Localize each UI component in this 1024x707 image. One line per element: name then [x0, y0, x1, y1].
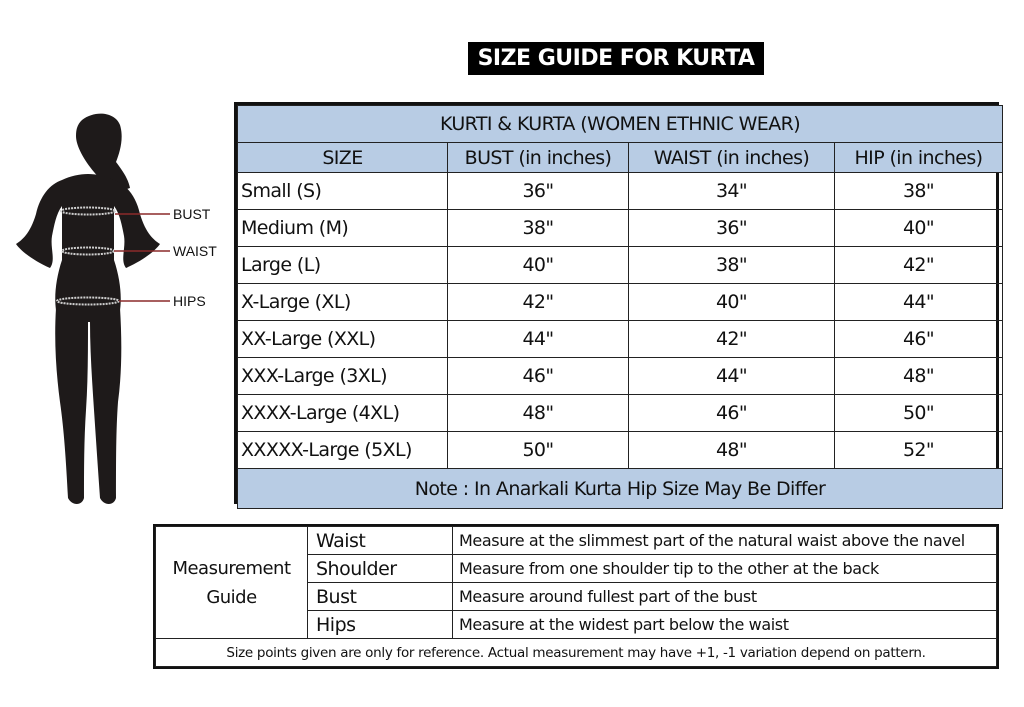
hip-cell: 48": [835, 358, 1003, 395]
hip-cell: 40": [835, 210, 1003, 247]
waist-cell: 38": [629, 247, 835, 284]
table-row: [238, 247, 1003, 284]
bust-cell: 36": [448, 173, 629, 210]
size-cell: Medium (M): [238, 210, 448, 247]
size-cell: XX-Large (XXL): [238, 321, 448, 358]
guide-part-hips: Hips: [308, 611, 453, 639]
hip-cell: 42": [835, 247, 1003, 284]
size-cell: X-Large (XL): [238, 284, 448, 321]
bust-cell: 44": [448, 321, 629, 358]
hips-label: HIPS: [173, 293, 206, 309]
size-chart-table: [234, 102, 999, 504]
hip-cell: 38": [835, 173, 1003, 210]
body-measurement-figure: [10, 110, 230, 510]
size-cell: XXXXX-Large (5XL): [238, 432, 448, 469]
size-cell: XXXX-Large (4XL): [238, 395, 448, 432]
column-header-size: SIZE: [238, 143, 448, 173]
table-row: [238, 321, 1003, 358]
size-cell: XXX-Large (3XL): [238, 358, 448, 395]
size-cell: Large (L): [238, 247, 448, 284]
table-row: [238, 210, 1003, 247]
guide-label-line2: Guide: [206, 586, 257, 608]
waist-cell: 42": [629, 321, 835, 358]
hip-cell: 52": [835, 432, 1003, 469]
column-header-waist: WAIST (in inches): [629, 143, 835, 173]
bust-cell: 46": [448, 358, 629, 395]
guide-label-line1: Measurement: [172, 557, 291, 579]
guide-footer-note: Size points given are only for reference. Actual measurement may have +1, -1 variation depend on pattern.: [156, 639, 997, 667]
hip-cell: 44": [835, 284, 1003, 321]
table-row: [238, 173, 1003, 210]
waist-cell: 40": [629, 284, 835, 321]
woman-silhouette-icon: [10, 110, 230, 510]
guide-desc-hips: Measure at the widest part below the waist: [453, 611, 997, 639]
waist-cell: 44": [629, 358, 835, 395]
table-row: [238, 395, 1003, 432]
bust-cell: 38": [448, 210, 629, 247]
guide-desc-waist: Measure at the slimmest part of the natural waist above the navel: [453, 527, 997, 555]
page-title: SIZE GUIDE FOR KURTA: [468, 42, 764, 75]
table-row: [238, 284, 1003, 321]
column-header-hip: HIP (in inches): [835, 143, 1003, 173]
waist-cell: 48": [629, 432, 835, 469]
guide-part-shoulder: Shoulder: [308, 555, 453, 583]
hip-cell: 50": [835, 395, 1003, 432]
table-title: KURTI & KURTA (WOMEN ETHNIC WEAR): [238, 106, 1003, 143]
guide-part-waist: Waist: [308, 527, 453, 555]
waist-cell: 34": [629, 173, 835, 210]
measurement-guide-table: [153, 524, 999, 669]
hip-cell: 46": [835, 321, 1003, 358]
bust-cell: 42": [448, 284, 629, 321]
bust-cell: 40": [448, 247, 629, 284]
guide-desc-bust: Measure around fullest part of the bust: [453, 583, 997, 611]
bust-cell: 50": [448, 432, 629, 469]
measurement-guide-label: [156, 527, 308, 639]
waist-label: WAIST: [173, 243, 217, 259]
guide-desc-shoulder: Measure from one shoulder tip to the other at the back: [453, 555, 997, 583]
guide-part-bust: Bust: [308, 583, 453, 611]
bust-cell: 48": [448, 395, 629, 432]
table-note: Note : In Anarkali Kurta Hip Size May Be Differ: [238, 469, 1003, 509]
waist-cell: 46": [629, 395, 835, 432]
waist-cell: 36": [629, 210, 835, 247]
size-cell: Small (S): [238, 173, 448, 210]
table-row: [238, 358, 1003, 395]
column-header-bust: BUST (in inches): [448, 143, 629, 173]
bust-label: BUST: [173, 206, 211, 222]
table-row: [238, 432, 1003, 469]
